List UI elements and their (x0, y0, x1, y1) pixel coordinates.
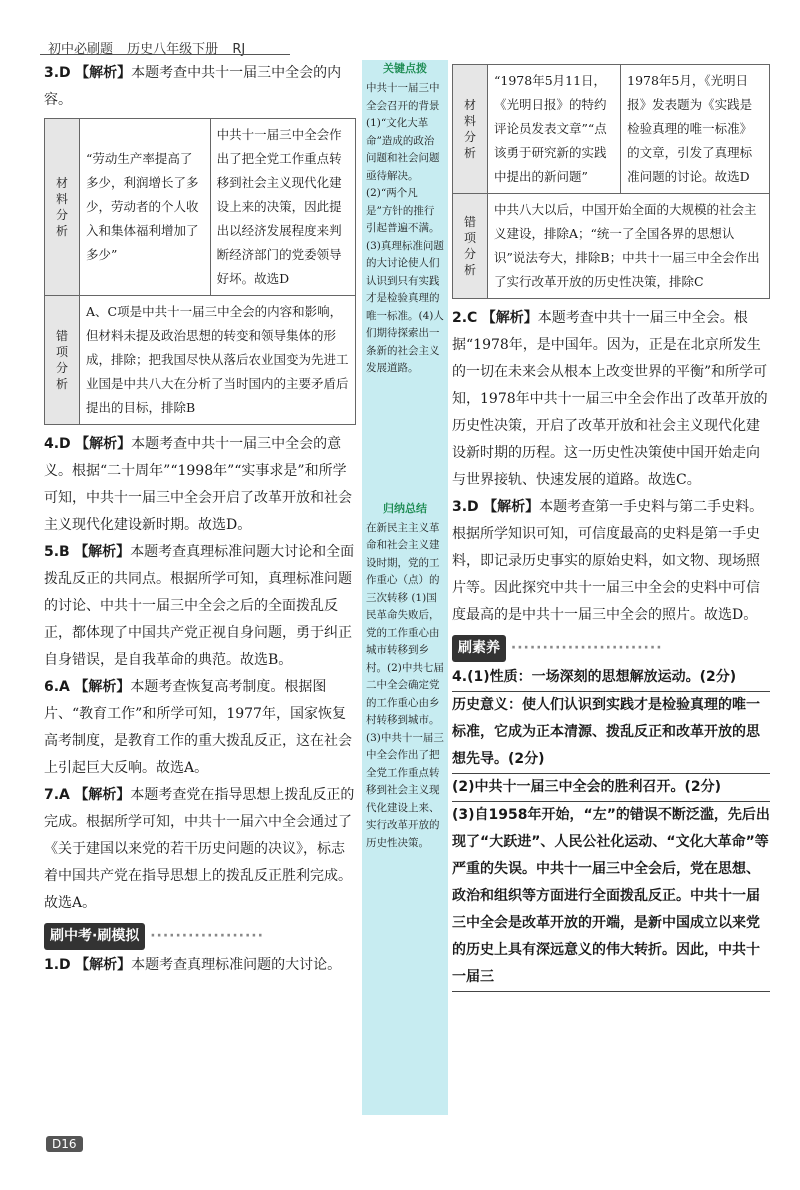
answer-literacy-q4 (452, 664, 770, 992)
book-edition: RJ (232, 42, 246, 57)
answer-line: 历史意义：使人们认识到实践才是检验真理的唯一标准，它成为正本清源、拨乱反正和改革开放的思想先导。(2分) (452, 692, 770, 774)
material-analysis-label: 材料分析 (45, 119, 80, 296)
error-analysis-label: 错项分析 (45, 296, 80, 425)
analysis-table-1 (44, 118, 356, 425)
section-heading-literacy: 刷素养 ························ (452, 635, 770, 662)
summary-title: 归纳总结 (383, 501, 427, 515)
material-quote: “1978年5月11日，《光明日报》的特约评论员发表文章”“点该勇于研究新的实践中提出的新问题” (488, 65, 621, 194)
answer-exam-q1: 1.D 【解析】本题考查真理标准问题的大讨论。 (44, 957, 342, 973)
header-rule (40, 54, 290, 55)
answer-q6: 6.A 【解析】本题考查恢复高考制度。根据图片、“教育工作”和所学可知，1977年，国家恢复高考制度，是教育工作的重大拨乱反正，这在社会上引起巨大反响。故选A。 (44, 679, 352, 776)
left-column (44, 60, 356, 979)
error-analysis-label: 错项分析 (453, 194, 488, 299)
tips-sidebar (362, 60, 448, 1115)
answer-line: 4.(1)性质：一场深刻的思想解放运动。(2分) (452, 664, 770, 692)
section-heading-exam: 刷中考·刷模拟 ·················· (44, 923, 356, 950)
book-subject: 历史八年级下册 (127, 42, 219, 57)
analysis-table-2 (452, 64, 770, 299)
error-explanation: 中共八大以后，中国开始全面的大规模的社会主义建设，排除A；“统一了全国各界的思想认识”说法夸大，排除B；中共十一届三中全会作出了实行改革开放的历史性决策，排除C (488, 194, 770, 299)
material-explanation: 1978年5月，《光明日报》发表题为《实践是检验真理的唯一标准》的文章，引发了真理标准问题的讨论。故选D (621, 65, 770, 194)
summary-text: 在新民主主义革命和社会主义建设时期，党的工作重心（点）的三次转移 (1)国民革命失败后，党的工作重心由城市转移到乡村。(2)中共七届二中全会确定党的工作重心由乡村转移到城市。(3)中共十一届三中全会作出了把全党工作重点转移到社会主义现代化建设上来、实行改革开放的历史性决策。 (366, 521, 444, 849)
right-column (452, 60, 770, 992)
material-quote: “劳动生产率提高了多少，利润增长了多少，劳动者的个人收入和集体福利增加了多少” (80, 119, 211, 296)
answer-exam-q2: 2.C 【解析】本题考查中共十一届三中全会。根据“1978年，是中国年。因为，正是在北京所发生的一切在未来会从根本上改变世界的平衡”和所学可知，1978年中共十一届三中全会作出了改革开放的历史性决策，开启了改革开放和社会主义现代化建设新时期的历程。这一历史性决策使中国开始走向与世界接轨、快速发展的道路。故选C。 (452, 310, 768, 488)
material-analysis-label: 材料分析 (453, 65, 488, 194)
answer-line: (3)自1958年开始，“左”的错误不断泛滥，先后出现了“大跃进”、人民公社化运动、“文化大革命”等严重的失误。中共十一届三中全会后，党在思想、政治和组织等方面进行全面拨乱反正。中共十一届三中全会是改革开放的开端，是新中国成立以来党的历史上具有深远意义的伟大转折。因此，中共十一届三 (452, 802, 770, 992)
key-tips-text: 中共十一届三中全会召开的背景 (1)“文化大革命”造成的政治问题和社会问题亟待解决。(2)“两个凡是”方针的推行引起普遍不满。(3)真理标准问题的大讨论使人们认识到只有实践才是检验真理的唯一标准。(4)人们期待探索出一条新的社会主义发展道路。 (366, 82, 444, 374)
answer-q4: 4.D 【解析】本题考查中共十一届三中全会的意义。根据“二十周年”“1998年”“实事求是”和所学可知，中共十一届三中全会开启了改革开放和社会主义现代化建设新时期。故选D。 (44, 436, 352, 533)
answer-q5: 5.B 【解析】本题考查真理标准问题大讨论和全面拨乱反正的共同点。根据所学可知，真理标准问题的讨论、中共十一届三中全会之后的全面拨乱反正，都体现了中国共产党正视自身问题，勇于纠正自身错误，是自我革命的典范。故选B。 (44, 544, 355, 668)
material-explanation: 中共十一届三中全会作出了把全党工作重点转移到社会主义现代化建设上来的决策，因此提出以经济发展程度来判断经济部门的党委领导好坏。故选D (210, 119, 355, 296)
page-number: D16 (46, 1136, 83, 1152)
answer-q7: 7.A 【解析】本题考查党在指导思想上拨乱反正的完成。根据所学可知，中共十一届六中全会通过了《关于建国以来党的若干历史问题的决议》，标志着中国共产党在指导思想上的拨乱反正胜利完成。故选A。 (44, 787, 355, 911)
answer-exam-q3: 3.D 【解析】本题考查第一手史料与第二手史料。根据所学知识可知，可信度最高的史料是第一手史料，即记录历史事实的原始史料，如文物、现场照片等。因此探究中共十一届三中全会的史料中可信度最高的是中共十一届三中全会的照片。故选D。 (452, 499, 764, 623)
key-tips-title: 关键点拨 (383, 62, 427, 75)
answer-q3: 3.D 【解析】本题考查中共十一届三中全会的内容。 (44, 65, 342, 108)
book-title: 初中必刷题 (48, 42, 114, 57)
error-explanation: A、C项是中共十一届三中全会的内容和影响，但材料未提及政治思想的转变和领导集体的形成，排除；把我国尽快从落后农业国变为先进工业国是中共八大在分析了当时国内的主要矛盾后提出的目标，排除B (80, 296, 356, 425)
answer-line: (2)中共十一届三中全会的胜利召开。(2分) (452, 774, 770, 802)
